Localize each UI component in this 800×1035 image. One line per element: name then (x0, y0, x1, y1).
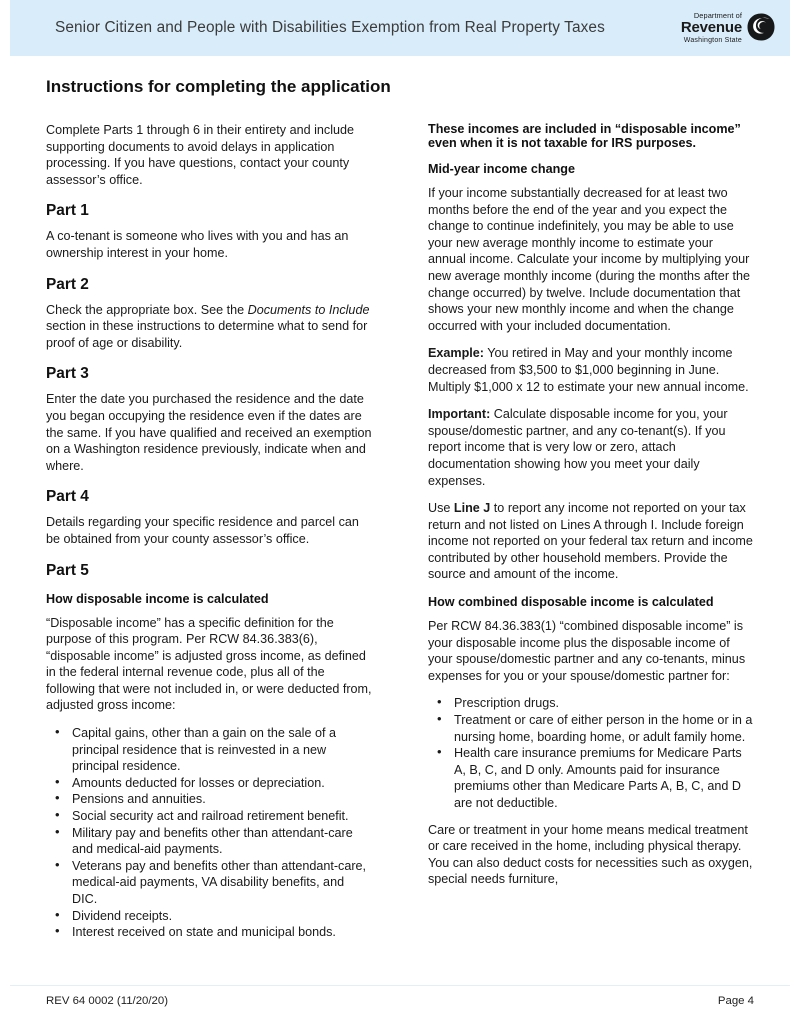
line-j-reference: Line J (453, 501, 491, 516)
swirl-logo-icon (746, 12, 776, 42)
list-item: • Military pay and benefits other than attendant-care and medical-aid payments. (46, 825, 372, 858)
right-column (428, 122, 754, 951)
logo-department-line: Department of (693, 10, 742, 20)
logo-wordmark (681, 12, 742, 44)
part-3-body: Enter the date you purchased the residence and the date you began occupying the residence even if the dates are the same. If you have qualified and received an exemption on a Washington residence previously, indicate when and where. (46, 392, 372, 473)
deductible-expenses-list (428, 695, 754, 811)
list-item: • Veterans pay and benefits other than attendant-care, medical-aid payments, VA disability benefits, and DIC. (46, 858, 372, 908)
list-item: • Capital gains, other than a gain on the sale of a principal residence that is reinvested in a new principal residence. (46, 725, 372, 775)
list-item: • Treatment or care of either person in the home or in a nursing home, boarding home, or adult family home. (428, 712, 754, 745)
form-revision-id: REV 64 0002 (11/20/20) (46, 995, 169, 1007)
heading-incomes-included: These incomes are included in “disposable income” even when it is not taxable for IRS purposes. (428, 122, 741, 150)
list-item: • Prescription drugs. (428, 695, 754, 712)
care-or-treatment-body: Care or treatment in your home means medical treatment or care received in the home, including physical therapy. You can also deduct costs for necessities such as oxygen, special needs furniture, (428, 822, 753, 887)
list-item: • Amounts deducted for losses or depreciation. (46, 775, 372, 792)
important-body: Calculate disposable income for you, your spouse/domestic partner, and any co-tenant(s). If you report income that is very low or zero, attach documentation showing how you meet your daily expenses. (428, 407, 728, 488)
page-header-banner (10, 0, 790, 56)
logo-state-line: Washington State (683, 37, 742, 45)
heading-part-4: Part 4 (46, 488, 89, 506)
list-item: • Pensions and annuities. (46, 791, 372, 808)
disposable-income-inclusions-list (46, 725, 372, 941)
heading-mid-year-income-change: Mid-year income change (428, 162, 575, 176)
department-of-revenue-logo (681, 12, 790, 44)
mid-year-income-change-body: If your income substantially decreased for at least two months before the end of the year and you expect the change to continue indefinitely, you may be able to use your new average monthly income to estimate your annual income. Calculate your income by multiplying your new average monthly income (during the months after the change occurred) by twelve. Include documentation that shows your new monthly income and when the change occurred with your included documentation. (428, 186, 751, 333)
combined-disposable-income-body: Per RCW 84.36.383(1) “combined disposable income” is your disposable income plus the disposable income of your spouse/domestic partner and any co-tenants, minus expenses for you or your spouse/domestic partner for: (428, 619, 746, 683)
page-footer (46, 995, 754, 1007)
part-2-body (46, 302, 372, 352)
heading-combined-disposable-income: How combined disposable income is calculated (428, 595, 714, 610)
heading-part-3: Part 3 (46, 365, 89, 383)
example-label: Example: (428, 346, 484, 361)
heading-part-2: Part 2 (46, 275, 89, 293)
page-number: Page 4 (717, 995, 754, 1007)
instructions-columns (46, 122, 754, 951)
example-body: You retired in May and your monthly income decreased from $3,500 to $1,000 beginning in June. Multiply $1,000 x 12 to estimate your new annual income. (428, 346, 749, 394)
list-item: • Social security act and railroad retirement benefit. (46, 808, 372, 825)
page-header-title: Senior Citizen and People with Disabilities Exemption from Real Property Taxes (55, 19, 605, 36)
important-paragraph (428, 406, 754, 489)
line-j-paragraph (428, 500, 754, 583)
part-4-body: Details regarding your specific residence and parcel can be obtained from your county assessor’s office. (46, 515, 359, 546)
page-title: Instructions for completing the application (46, 77, 391, 96)
part-2-text-a: Check the appropriate box. See the (46, 302, 248, 317)
line-j-text-post: to report any income not reported on your tax return and not listed on Lines A through I. Include foreign income not reported on your federal tax return and income contributed by other household members. Provide the source and amount of the income. (428, 501, 753, 582)
example-paragraph (428, 345, 754, 395)
disposable-income-definition: “Disposable income” has a specific definition for the purpose of this program. Per RCW 84.36.383(6), “disposable income” is adjusted gross income, as defined in the federal internal revenue code, plus all of the following that were not included in, or were deducted from, adjusted gross income: (46, 615, 372, 713)
list-item: • Dividend receipts. (46, 908, 372, 925)
heading-part-1: Part 1 (46, 202, 89, 220)
list-item: • Interest received on state and municipal bonds. (46, 924, 372, 941)
documents-to-include-reference: Documents to Include (247, 302, 370, 317)
list-item: • Health care insurance premiums for Medicare Parts A, B, C, and D only. Amounts paid for insurance premiums other than Medicare Parts A, B, C, and D are not deductible. (428, 745, 754, 811)
important-label: Important: (428, 407, 491, 422)
footer-divider (10, 985, 790, 986)
heading-how-disposable-income-calculated: How disposable income is calculated (46, 591, 269, 606)
part-2-text-b: section in these instructions to determine what to send for proof of age or disability. (46, 319, 368, 350)
logo-revenue-text: Revenue (680, 19, 742, 37)
left-column (46, 122, 372, 951)
part-1-body: A co-tenant is someone who lives with you and has an ownership interest in your home. (46, 229, 349, 260)
intro-paragraph: Complete Parts 1 through 6 in their entirety and include supporting documents to avoid delays in application processing. If you have questions, contact your county assessor’s office. (46, 123, 355, 187)
line-j-text-pre: Use (428, 501, 454, 516)
heading-part-5: Part 5 (46, 561, 89, 579)
